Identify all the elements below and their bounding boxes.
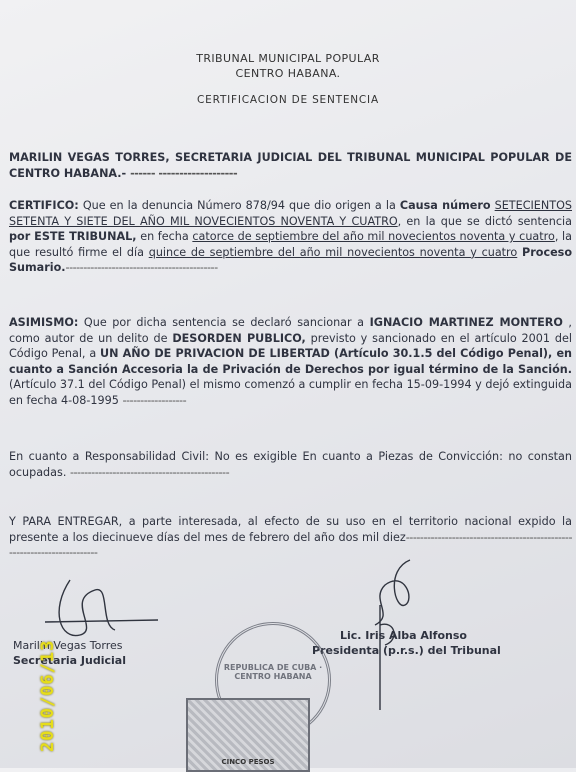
certifico-paragraph: CERTIFICO: Que en la denuncia Número 878/94 que dio origen a la Causa número SETECIENTOS SETENTA Y SIETE DEL AÑO MIL NOVECIENTOS NOVENTA Y CUATRO, en la que se dictó sentencia por ESTE TRIBUNAL, en fecha catorce de septiembre del año mil novecientos noventa y cuatro, la que resultó firme el día quince de septiembre del año mil novecientos noventa y cuatro Proceso Sumario.-------------------------------------------: [9, 199, 573, 275]
firm-date: quince de septiembre del año mil novecientos noventa y cuatro: [148, 245, 518, 259]
penalty: UN AÑO DE PRIVACION DE LIBERTAD (Artículo 30.1.5 del Código Penal), en cuanto a Sanción Accesoria la de Privación de Derechos por igual término de la Sanción.: [9, 347, 572, 376]
case-number: SETECIENTOS SETENTA Y SIETE DEL AÑO MIL NOVECIENTOS NOVENTA Y CUATRO: [9, 199, 572, 228]
president-role: Presidenta (p.r.s.) del Tribunal: [312, 644, 501, 657]
fiscal-stamp: CINCO PESOS: [186, 698, 310, 772]
asimismo-paragraph: ASIMISMO: Que por dicha sentencia se declaró sancionar a IGNACIO MARTINEZ MONTERO , como autor de un delito de DESORDEN PUBLICO, previsto y sancionado en el artículo 2001 del Código Penal, a UN AÑO DE PRIVACION DE LIBERTAD (Artículo 30.1.5 del Código Penal), en cuanto a Sanción Accesoria la de Privación de Derechos por igual término de la Sanción. (Artículo 37.1 del Código Penal) el mismo comenzó a cumplir en fecha 15-09-1994 y dejó extinguida en fecha 4-08-1995 ------------------: [9, 316, 572, 407]
president-signature-block: [312, 628, 501, 658]
court-seal: REPUBLICA DE CUBA · CENTRO HABANA: [215, 622, 331, 738]
sentence-date: catorce de septiembre del año mil novecientos noventa y cuatro: [192, 230, 555, 244]
secretary-role: Secretaria Judicial: [13, 654, 126, 667]
court-city: CENTRO HABANA.: [235, 67, 341, 80]
civil-paragraph: En cuanto a Responsabilidad Civil: No es exigible En cuanto a Piezas de Convicción: no constan ocupadas. ---------------------------------------------: [9, 450, 572, 479]
president-name: Lic. Iris Alba Alfonso: [340, 629, 467, 642]
intro-paragraph: MARILIN VEGAS TORRES, SECRETARIA JUDICIAL DEL TRIBUNAL MUNICIPAL POPULAR DE CENTRO HABANA.- ------ -------------------: [9, 151, 572, 180]
defendant-name: IGNACIO MARTINEZ MONTERO: [369, 316, 563, 329]
secretary-signature-block: [13, 638, 126, 668]
delivery-paragraph: Y PARA ENTREGAR, a parte interesada, al efecto de su uso en el territorio nacional expido la presente a los diecinueve días del mes de febrero del año dos mil diez------------------------------------------------------------------------: [9, 515, 572, 560]
court-name: TRIBUNAL MUNICIPAL POPULAR: [196, 52, 380, 65]
secretary-name: Marilin Vegas Torres: [13, 639, 123, 652]
camera-date-stamp: 2010/06/13: [38, 639, 58, 752]
document-title: CERTIFICACION DE SENTENCIA: [197, 94, 379, 106]
